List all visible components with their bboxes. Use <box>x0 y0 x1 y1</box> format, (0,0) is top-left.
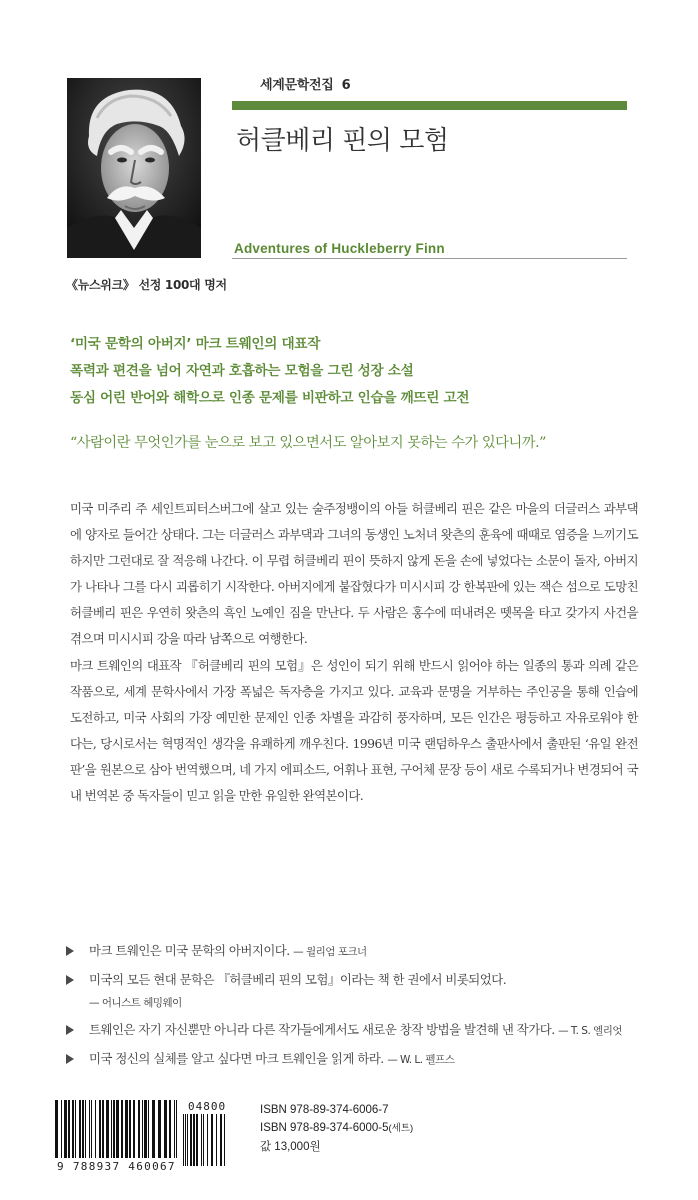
barcode-bar <box>89 1100 90 1158</box>
featured-quote: “사람이란 무엇인가를 눈으로 보고 있으면서도 알아보지 못하는 수가 있다니까.” <box>70 435 546 451</box>
headline: ‘미국 문학의 아버지’ 마크 트웨인의 대표작 <box>70 336 321 352</box>
barcode-bar <box>201 1114 202 1166</box>
barcode-bar <box>148 1100 149 1158</box>
endorsement-text: 마크 트웨인은 미국 문학의 아버지이다. <box>89 943 290 958</box>
isbn-line: ISBN 978-89-374-6006-7 <box>260 1104 389 1116</box>
barcode-bar <box>193 1114 195 1166</box>
barcode-bar <box>196 1114 198 1166</box>
barcode-bar <box>113 1100 115 1158</box>
barcode-bar <box>102 1100 104 1158</box>
barcode-bar <box>185 1114 186 1166</box>
barcode-bar <box>91 1100 92 1158</box>
headline-list <box>70 331 650 412</box>
endorsement-item <box>66 967 646 1013</box>
barcode-bar <box>55 1100 58 1158</box>
endorsement-text: 미국의 모든 현대 문학은 『허클베리 핀의 모험』이라는 책 한 권에서 비롯되었다. <box>89 972 507 987</box>
barcode-bar <box>111 1100 112 1158</box>
barcode-bar <box>133 1100 135 1158</box>
endorsement-item <box>66 938 646 965</box>
barcode-bar <box>220 1114 222 1166</box>
barcode-bar <box>99 1100 101 1158</box>
barcode-bar <box>187 1114 188 1166</box>
endorsement-author: — 윌리엄 포크너 <box>293 946 367 958</box>
isbn-set-line <box>260 1119 413 1138</box>
price: 값 13,000원 <box>260 1141 321 1153</box>
barcode-bar <box>174 1100 175 1158</box>
barcode-bar <box>121 1100 123 1158</box>
isbn-set-suffix: (세트) <box>388 1123 414 1134</box>
barcode-bar <box>61 1100 62 1158</box>
barcode-bars <box>55 1100 180 1158</box>
body-paragraph: 미국 미주리 주 세인트피터스버그에 살고 있는 술주정뱅이의 아들 허클베리 핀은 같은 마을의 더글러스 과부댁에 양자로 들어간 상태다. 그는 더글러스 과부댁과 그녀의 동생인 노처녀 왓츤의 훈육에 때때로 염증을 느끼기도 하지만 그런대로 잘 적응해 나간다. 이 무렵 허클베리 핀이 뜻하지 않게 돈을 손에 넣었다는 소문이 돌자, 아버지가 나타나 그를 다시 괴롭히기 시작한다. 아버지에게 붙잡혔다가 미시시피 강 한복판에 있는 잭슨 섬으로 도망친 허클베리 핀은 우연히 왓츤의 흑인 노예인 짐을 만난다. 두 사람은 홍수에 떠내려온 뗏목을 타고 갖가지 사건을 겪으며 미시시피 강을 따라 남쪽으로 여행한다. <box>70 501 638 647</box>
endorsement-author: — T. S. 엘리엇 <box>558 1025 623 1037</box>
barcode-bar <box>224 1114 225 1166</box>
barcode-bar <box>142 1100 143 1158</box>
triangle-bullet-icon <box>66 1025 74 1035</box>
barcode-bar <box>106 1100 109 1158</box>
isbn-line: ISBN 978-89-374-6000-5 <box>260 1122 389 1134</box>
endorsement-list <box>66 938 646 1073</box>
barcode-bar <box>216 1114 217 1166</box>
headline: 동심 어린 반어와 해학으로 인종 문제를 비판하고 인습을 깨뜨린 고전 <box>70 390 470 406</box>
barcode-bar <box>190 1114 192 1166</box>
barcode-bar <box>203 1114 204 1166</box>
endorsement-item <box>66 1017 646 1044</box>
book-subtitle: Adventures of Huckleberry Finn <box>234 241 445 256</box>
thin-divider <box>232 258 627 259</box>
barcode-bar <box>79 1100 81 1158</box>
endorsement-author: — 어니스트 헤밍웨이 <box>89 997 182 1009</box>
barcode-bar <box>152 1100 155 1158</box>
barcode-digits: 9 788937 460067 <box>57 1160 176 1173</box>
endorsement-text: 트웨인은 자기 자신뿐만 아니라 다른 작가들에게서도 새로운 창작 방법을 발견해 낸 작가다. <box>89 1022 555 1037</box>
portrait-image <box>67 78 201 258</box>
barcode-bar <box>211 1114 213 1166</box>
barcode-addon-digits: 04800 <box>188 1100 227 1113</box>
barcode-bar <box>72 1100 74 1158</box>
barcode-bar <box>176 1100 177 1158</box>
triangle-bullet-icon <box>66 1054 74 1064</box>
barcode-bar <box>144 1100 147 1158</box>
barcode-bar <box>169 1100 171 1158</box>
barcode-bar <box>138 1100 140 1158</box>
endorsement-author: — W. L. 펠프스 <box>387 1054 455 1066</box>
endorsement-item <box>66 1046 646 1073</box>
barcode-bar <box>207 1114 208 1166</box>
series-name: 세계문학전집 <box>260 78 334 93</box>
award-label: 《뉴스위크》 선정 100대 명저 <box>66 278 227 292</box>
barcode-bar <box>68 1100 70 1158</box>
description-body <box>70 496 638 809</box>
barcode-bar <box>158 1100 161 1158</box>
green-divider <box>232 101 627 110</box>
series-number: 6 <box>341 78 351 93</box>
series-label <box>260 74 350 93</box>
endorsement-text: 미국 정신의 실체를 알고 싶다면 마크 트웨인을 읽게 하라. <box>89 1051 384 1066</box>
body-paragraph: 마크 트웨인의 대표작 『허클베리 핀의 모험』은 성인이 되기 위해 반드시 읽어야 하는 일종의 통과 의례 같은 작품으로, 세계 문학사에서 가장 폭넓은 독자층을 가지고 있다. 교육과 문명을 거부하는 주인공을 통해 인습에 도전하고, 미국 사회의 가장 예민한 문제인 인종 차별을 과감히 풍자하며, 모든 인간은 평등하고 자유로워야 한다는, 당시로서는 혁명적인 생각을 유쾌하게 깨우친다. 1996년 미국 랜덤하우스 출판사에서 출판된 ‘유일 완전판’을 원본으로 삼아 번역했으며, 네 가지 에피소드, 어휘나 표현, 구어체 문장 등이 새로 수록되거나 변경되어 국내 번역본 중 독자들이 믿고 읽을 만한 유일한 완역본이다. <box>70 657 638 804</box>
headline: 폭력과 편견을 넘어 자연과 호흡하는 모험을 그린 성장 소설 <box>70 363 414 379</box>
triangle-bullet-icon <box>66 946 74 956</box>
barcode-bar <box>82 1100 84 1158</box>
barcode-bar <box>164 1100 167 1158</box>
barcode-bar <box>129 1100 131 1158</box>
barcode-bar <box>95 1100 96 1158</box>
barcode-bar <box>85 1100 86 1158</box>
barcode-bar <box>75 1100 76 1158</box>
triangle-bullet-icon <box>66 975 74 985</box>
barcode-bar <box>125 1100 128 1158</box>
isbn-block <box>260 1101 413 1156</box>
author-portrait <box>67 78 201 258</box>
barcode-bar <box>183 1114 184 1166</box>
barcode-bar <box>116 1100 119 1158</box>
book-title: 허클베리 핀의 모험 <box>236 126 449 156</box>
barcode-bar <box>64 1100 67 1158</box>
